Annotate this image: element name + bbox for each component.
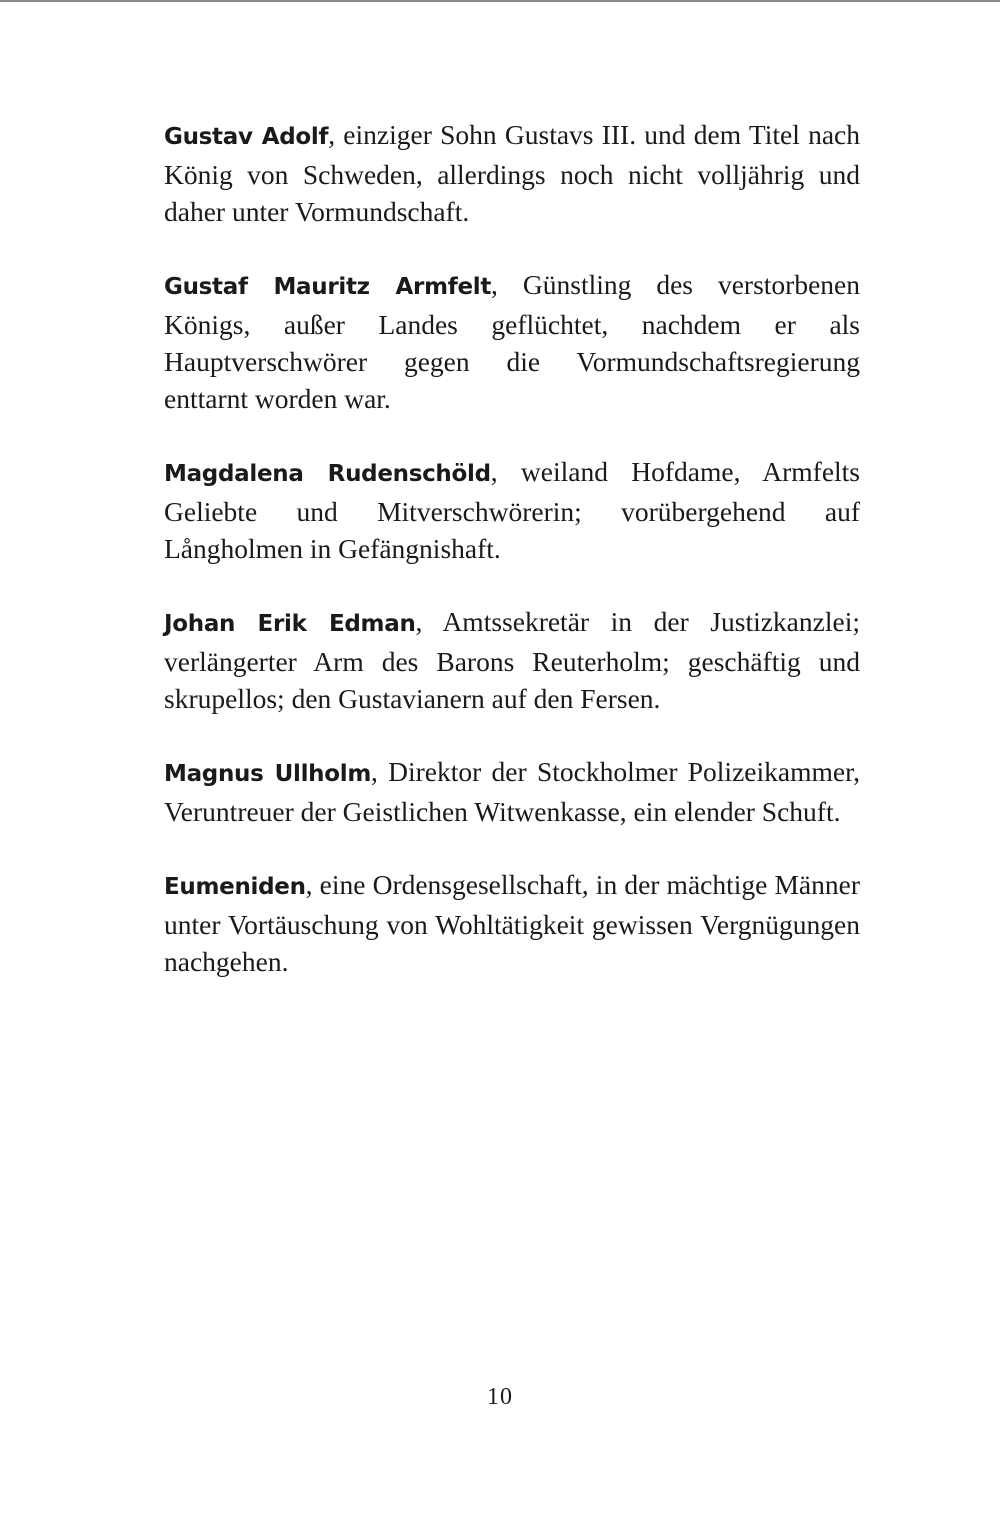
- page-number: 10: [487, 1384, 513, 1410]
- character-entry-ullholm: [164, 753, 860, 830]
- character-description: , Amtssekretär in der Justizkanzlei; verlängerter Arm des Barons Reuterholm; geschäftig und skrupellos; den Gustavianern auf den Fersen.: [164, 606, 860, 714]
- character-description: , weiland Hofdame, Armfelts Geliebte und Mitverschwörerin; vorübergehend auf Långholmen in Gefängnishaft.: [164, 456, 861, 564]
- character-name: Eumeniden: [164, 874, 306, 900]
- character-name: Gustav Adolf: [164, 124, 329, 150]
- character-name: Johan Erik Edman: [164, 611, 416, 637]
- character-name: Magdalena Rudenschöld: [164, 461, 491, 487]
- character-list: [164, 116, 860, 1016]
- character-entry-edman: [164, 603, 860, 717]
- character-name: Gustaf Mauritz Armfelt: [164, 274, 492, 300]
- character-description: , einziger Sohn Gustavs III. und dem Titel nach König von Schweden, allerdings noch nicht volljährig und daher unter Vormundschaft.: [164, 119, 860, 227]
- top-border-rule: [0, 0, 1000, 2]
- character-entry-armfelt: [164, 266, 860, 417]
- character-description: , eine Ordensgesellschaft, in der mächtige Männer unter Vortäuschung von Wohltätigkeit gewissen Vergnügungen nachgehen.: [164, 869, 860, 977]
- character-name: Magnus Ullholm: [164, 761, 371, 787]
- character-description: , Günstling des verstorbenen Königs, außer Landes geflüchtet, nachdem er als Hauptverschwörer gegen die Vormundschaftsregierung enttarnt worden war.: [164, 269, 860, 414]
- character-entry-rudenschold: [164, 453, 860, 567]
- character-entry-eumeniden: [164, 866, 860, 980]
- character-entry-gustav-adolf: [164, 116, 860, 230]
- character-description: , Direktor der Stockholmer Polizeikammer, Veruntreuer der Geistlichen Witwenkasse, ein elender Schuft.: [164, 756, 860, 827]
